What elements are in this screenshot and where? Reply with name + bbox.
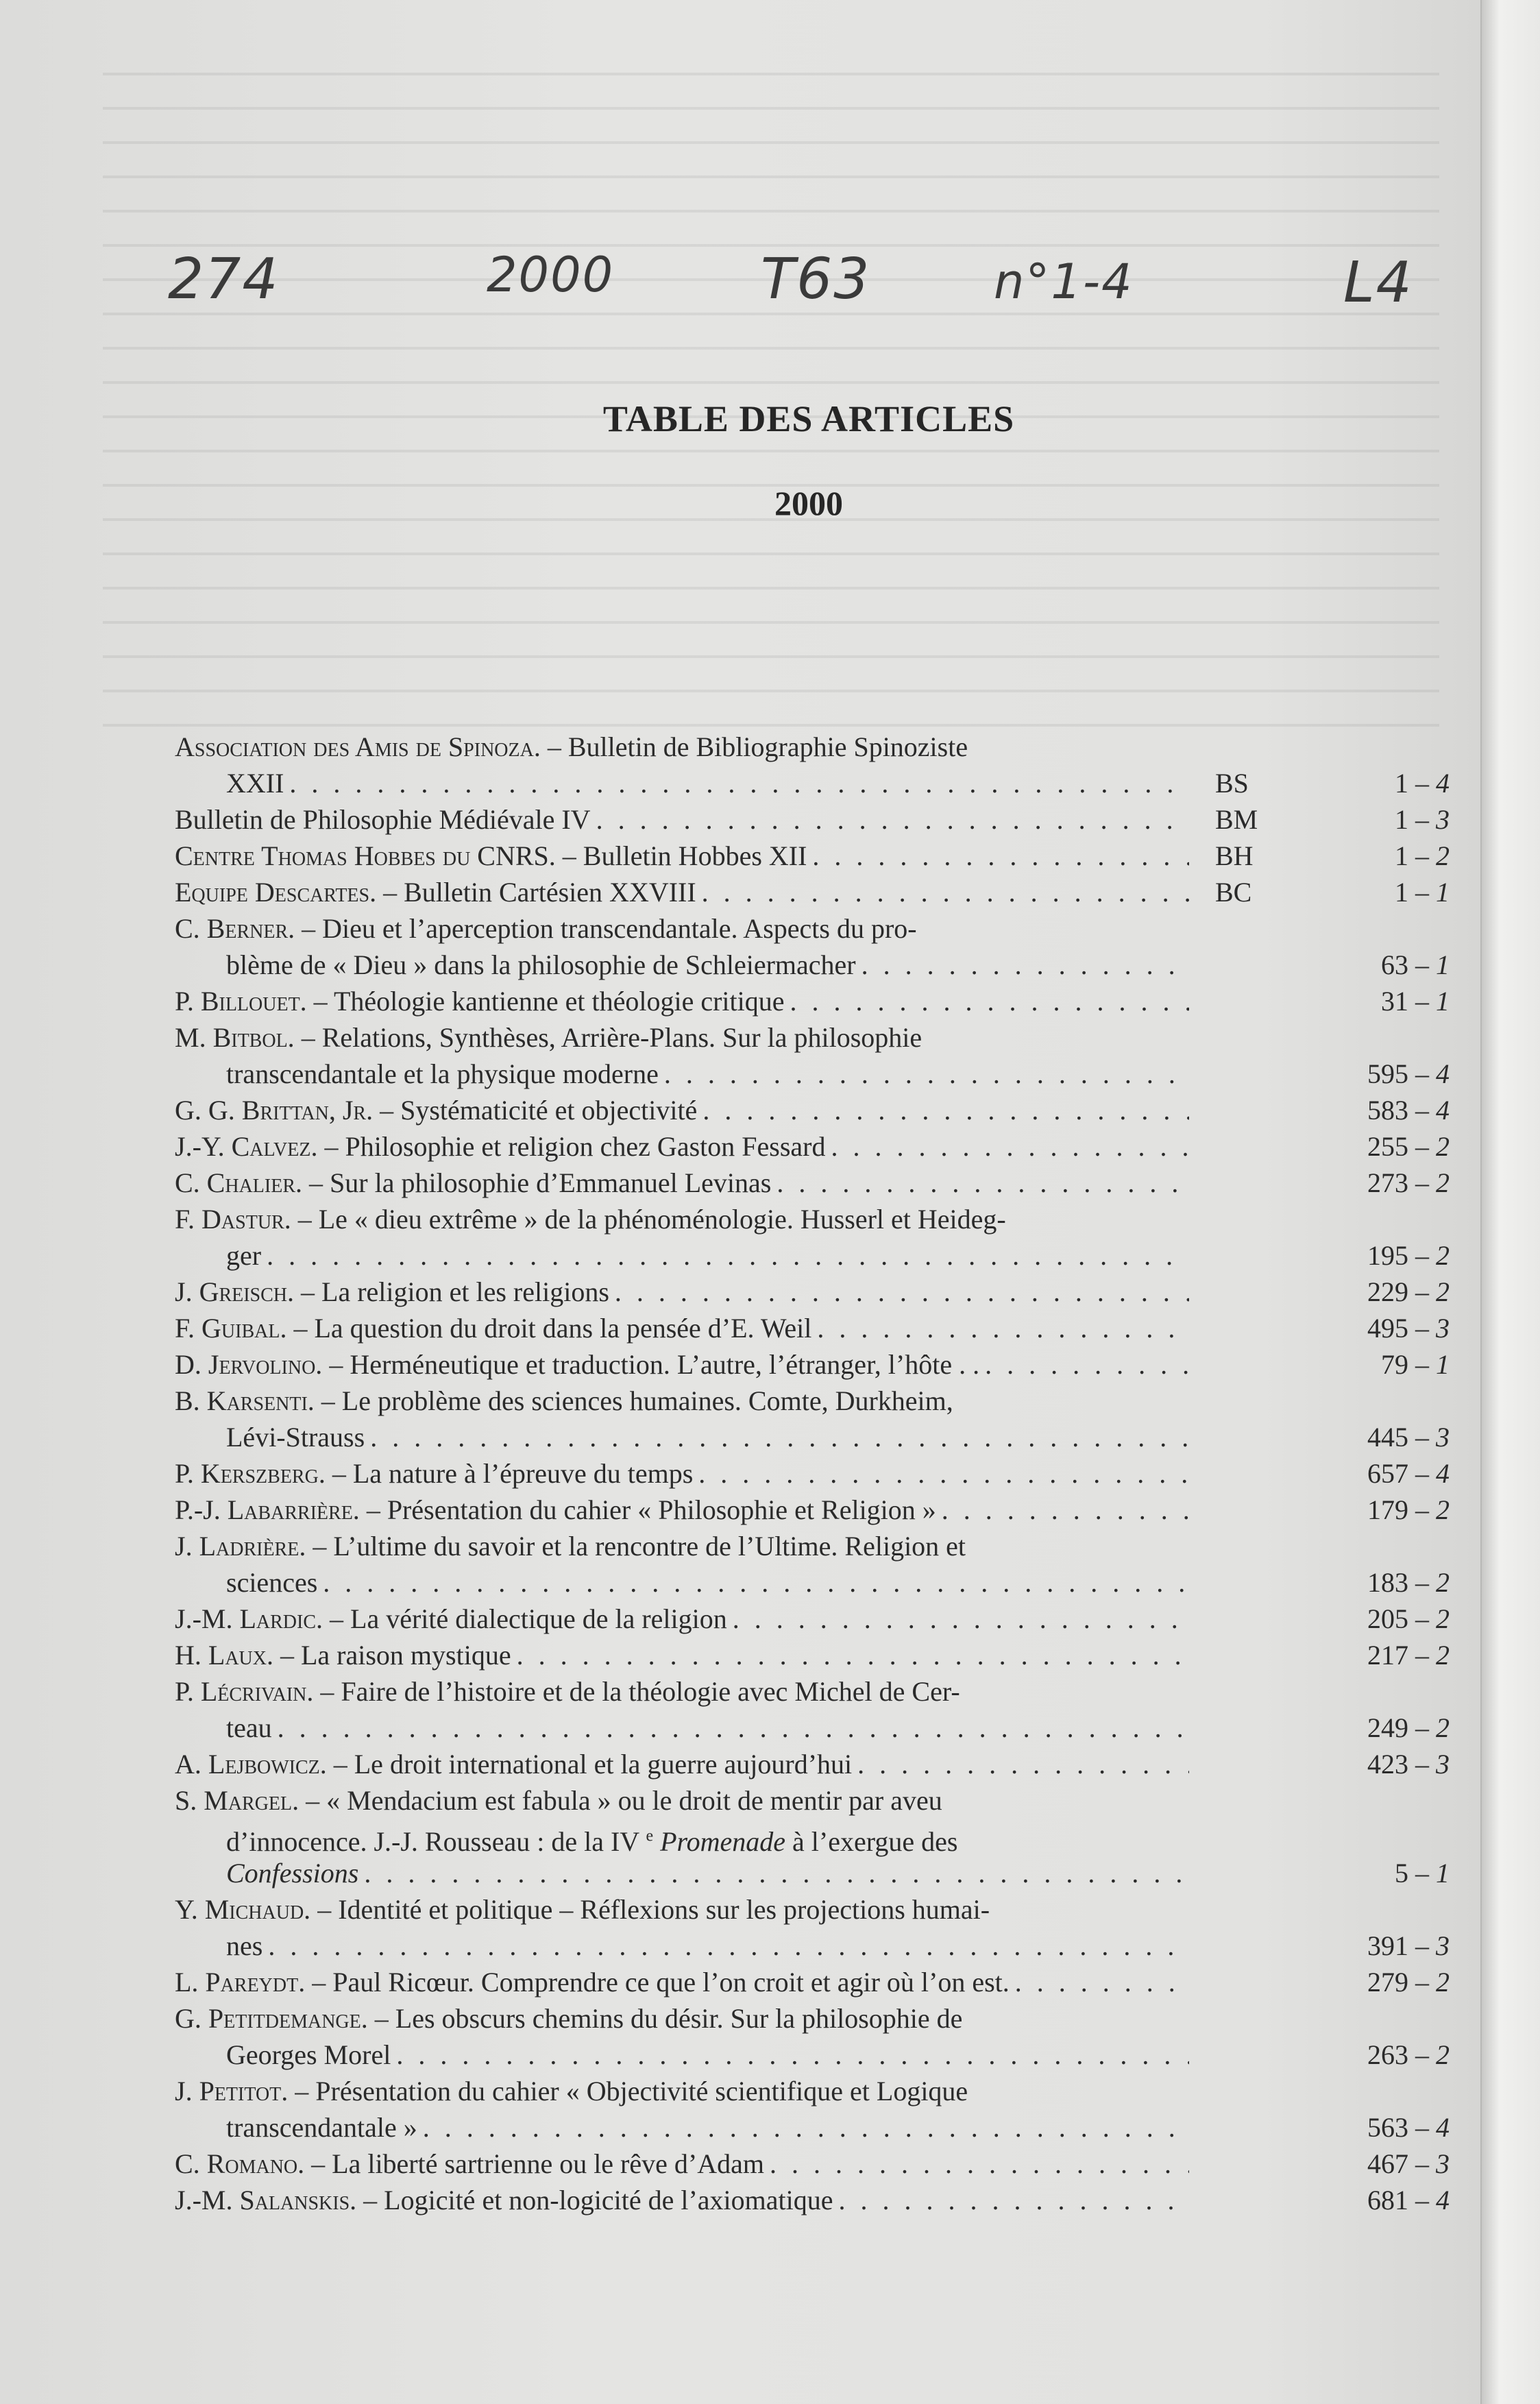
entry-line: A. Lejbowicz. – Le droit international et la guerre aujourd’hui . . . 423 – 3 bbox=[175, 1746, 1450, 1782]
entry-line: C. Chalier. – Sur la philosophie d’Emmanuel Levinas . . . 273 – 2 bbox=[175, 1165, 1450, 1201]
article-entry bbox=[175, 2182, 1450, 2218]
entry-line bbox=[175, 1855, 1450, 1891]
leader-dots bbox=[596, 801, 1189, 838]
entry-author: J. Ladrière. bbox=[175, 1531, 306, 1562]
leader-dots bbox=[702, 1092, 1189, 1128]
page-reference: 583 – 4 bbox=[1367, 1095, 1450, 1126]
article-entry bbox=[175, 729, 1450, 801]
page-reference: 423 – 3 bbox=[1367, 1749, 1450, 1780]
entry-author: Y. Michaud. bbox=[175, 1894, 311, 1925]
hw-3: T63 bbox=[761, 247, 871, 312]
article-entry bbox=[175, 1891, 1450, 1964]
leader-dots bbox=[396, 2037, 1189, 2073]
article-entry bbox=[175, 910, 1450, 983]
entry-line: G. G. Brittan, Jr. – Systématicité et objectivité . . . 583 – 4 bbox=[175, 1092, 1450, 1128]
entry-author: Equipe Descartes. bbox=[175, 877, 377, 908]
page-year: 2000 bbox=[774, 484, 843, 522]
entry-title-text: Le problème des sciences humaines. Comte, Durkheim, bbox=[341, 1385, 953, 1416]
article-entry bbox=[175, 1746, 1450, 1782]
entry-title-text: Paul Ricœur. Comprendre ce que l’on croit et agir où l’on est. bbox=[332, 1967, 1010, 1998]
leader-dots bbox=[289, 765, 1189, 801]
table-of-articles bbox=[175, 729, 1450, 2218]
page-reference: 273 – 2 bbox=[1367, 1167, 1450, 1198]
entry-line: P. Billouet. – Théologie kantienne et théologie critique . . . 31 – 1 bbox=[175, 983, 1450, 1019]
page-title: TABLE DES ARTICLES bbox=[602, 398, 1015, 439]
hw-4: n°1-4 bbox=[994, 254, 1134, 310]
article-entry bbox=[175, 1601, 1450, 1637]
entry-author: C. Chalier. bbox=[175, 1167, 303, 1198]
entry-author: P. Kerszberg. bbox=[175, 1458, 326, 1489]
entry-line: L. Pareydt. – Paul Ricœur. Comprendre ce que l’on croit et agir où l’on est. . . . 279 – 2 bbox=[175, 1964, 1450, 2000]
leader-dots bbox=[857, 1746, 1189, 1782]
entry-title-text: Lévi-Strauss bbox=[226, 1422, 365, 1453]
entry-title-text: nes bbox=[226, 1930, 263, 1961]
entry-author: J.-M. Salanskis. bbox=[175, 2185, 357, 2215]
entry-line: J.-M. Salanskis. – Logicité et non-logicité de l’axiomatique . . . 681 – 4 bbox=[175, 2182, 1450, 2218]
page-reference: 1 – 4 bbox=[1395, 768, 1450, 799]
bulletin-code: BH bbox=[1215, 840, 1254, 871]
entry-title-text: Le droit international et la guerre aujourd’hui bbox=[354, 1749, 853, 1780]
entry-line: F. Guibal. – La question du droit dans la pensée d’E. Weil . . . 495 – 3 bbox=[175, 1310, 1450, 1346]
leader-dots bbox=[278, 1710, 1189, 1746]
page-reference: 263 – 2 bbox=[1367, 2039, 1450, 2070]
entry-author: F. Guibal. bbox=[175, 1313, 287, 1344]
entry-title-text: transcendantale et la physique moderne bbox=[226, 1058, 659, 1089]
bulletin-code: BS bbox=[1215, 768, 1249, 799]
article-entry bbox=[175, 1673, 1450, 1746]
page-reference: 195 – 2 bbox=[1367, 1240, 1450, 1271]
leader-dots bbox=[664, 1056, 1189, 1092]
page-reference: 563 – 4 bbox=[1367, 2112, 1450, 2143]
leader-dots bbox=[702, 874, 1189, 910]
entry-title-text: Relations, Synthèses, Arrière-Plans. Sur la philosophie bbox=[321, 1022, 922, 1053]
entry-title-text: Philosophie et religion chez Gaston Fessard bbox=[345, 1131, 826, 1162]
leader-dots bbox=[770, 2146, 1189, 2182]
page-reference: 1 – 3 bbox=[1395, 804, 1450, 835]
leader-dots bbox=[790, 983, 1190, 1019]
article-entry bbox=[175, 1274, 1450, 1310]
leader-dots bbox=[942, 1492, 1189, 1528]
leader-dots bbox=[323, 1564, 1189, 1601]
article-entry bbox=[175, 1346, 1450, 1383]
page-reference: 183 – 2 bbox=[1367, 1567, 1450, 1598]
entry-line: J. Ladrière. – L’ultime du savoir et la rencontre de l’Ultime. Religion et bbox=[175, 1531, 966, 1562]
article-entry bbox=[175, 1019, 1450, 1092]
entry-title-text: Herméneutique et traduction. L’autre, l’étranger, l’hôte . . bbox=[350, 1349, 980, 1380]
entry-line bbox=[175, 1237, 1450, 1274]
page-reference: 1 – 1 bbox=[1395, 877, 1450, 908]
entry-title-text: Confessions bbox=[226, 1858, 359, 1889]
leader-dots bbox=[861, 947, 1189, 983]
entry-title-text: Les obscurs chemins du désir. Sur la philosophie de bbox=[395, 2003, 963, 2034]
page-reference: 495 – 3 bbox=[1367, 1313, 1450, 1344]
entry-title-text: Faire de l’histoire et de la théologie avec Michel de Cer- bbox=[341, 1676, 960, 1707]
article-entry bbox=[175, 2000, 1450, 2073]
entry-author: B. Karsenti. bbox=[175, 1385, 315, 1416]
entry-line: Equipe Descartes. – Bulletin Cartésien XXVIII . . . BC 1 – 1 bbox=[175, 874, 1450, 910]
leader-dots bbox=[812, 838, 1189, 874]
article-entry bbox=[175, 838, 1450, 874]
page-reference: 1 – 2 bbox=[1395, 840, 1450, 871]
leader-dots bbox=[364, 1855, 1189, 1891]
entry-title-text: Dieu et l’aperception transcendantale. Aspects du pro- bbox=[322, 913, 917, 944]
page-reference: 31 – 1 bbox=[1381, 986, 1450, 1017]
entry-line: P. Kerszberg. – La nature à l’épreuve du temps . . . 657 – 4 bbox=[175, 1455, 1450, 1492]
entry-author: P.-J. Labarrière. bbox=[175, 1494, 360, 1525]
article-entry bbox=[175, 1165, 1450, 1201]
article-entry bbox=[175, 1492, 1450, 1528]
entry-author: J. Greisch. bbox=[175, 1276, 295, 1307]
hw-1: 274 bbox=[168, 247, 280, 312]
entry-line: Y. Michaud. – Identité et politique – Réflexions sur les projections humai- bbox=[175, 1894, 990, 1925]
entry-title-text: d’innocence. J.-J. Rousseau : de la IV $^e$ Promenade à l’exergue des bbox=[226, 1826, 958, 1858]
entry-line: J. Greisch. – La religion et les religions . . . 229 – 2 bbox=[175, 1274, 1450, 1310]
page-reference: 79 – 1 bbox=[1381, 1349, 1450, 1380]
entry-author: A. Lejbowicz. bbox=[175, 1749, 327, 1780]
entry-title-text: sciences bbox=[226, 1567, 318, 1598]
entry-line bbox=[175, 1419, 1450, 1455]
entry-line bbox=[175, 947, 1450, 983]
entry-title-text: Logicité et non-logicité de l’axiomatique bbox=[384, 2185, 833, 2215]
entry-title-text: Bulletin de Philosophie Médiévale IV bbox=[175, 804, 591, 835]
article-entry bbox=[175, 1201, 1450, 1274]
entry-title-text: teau bbox=[226, 1712, 272, 1743]
article-entry bbox=[175, 1128, 1450, 1165]
article-entry bbox=[175, 874, 1450, 910]
leader-dots bbox=[831, 1128, 1189, 1165]
leader-dots bbox=[777, 1165, 1189, 1201]
entry-line bbox=[175, 765, 1450, 801]
entry-author: C. Romano. bbox=[175, 2148, 305, 2179]
entry-line bbox=[175, 1710, 1450, 1746]
entry-title-text: Systématicité et objectivité bbox=[400, 1095, 698, 1126]
entry-title-text: « Mendacium est fabula » ou le droit de mentir par aveu bbox=[326, 1785, 942, 1816]
entry-line: M. Bitbol. – Relations, Synthèses, Arrière-Plans. Sur la philosophie bbox=[175, 1022, 922, 1053]
bleed-through-texture bbox=[103, 41, 1439, 727]
entry-title-text: Identité et politique – Réflexions sur les projections humai- bbox=[338, 1894, 990, 1925]
entry-line: H. Laux. – La raison mystique . . . 217 – 2 bbox=[175, 1637, 1450, 1673]
page-reference: 391 – 3 bbox=[1367, 1930, 1450, 1961]
hw-2: 2000 bbox=[487, 247, 615, 303]
page-reference: 217 – 2 bbox=[1367, 1640, 1450, 1671]
article-entry bbox=[175, 801, 1450, 838]
entry-author: G. Petitdemange. bbox=[175, 2003, 368, 2034]
page-reference: 63 – 1 bbox=[1381, 949, 1450, 980]
page-reference: 5 – 1 bbox=[1395, 1858, 1450, 1889]
entry-author: P. Billouet. bbox=[175, 986, 307, 1017]
article-entry bbox=[175, 1310, 1450, 1346]
entry-author: C. Berner. bbox=[175, 913, 295, 944]
entry-title-text: transcendantale » bbox=[226, 2112, 417, 2143]
entry-title-text: Théologie kantienne et théologie critique bbox=[333, 986, 785, 1017]
entry-title-text: Sur la philosophie d’Emmanuel Levinas bbox=[330, 1167, 772, 1198]
entry-line: F. Dastur. – Le « dieu extrême » de la phénoménologie. Husserl et Heideg- bbox=[175, 1204, 1006, 1235]
entry-title-text: Le « dieu extrême » de la phénoménologie. Husserl et Heideg- bbox=[318, 1204, 1006, 1235]
leader-dots bbox=[985, 1346, 1189, 1383]
entry-line: P. Lécrivain. – Faire de l’histoire et de la théologie avec Michel de Cer- bbox=[175, 1676, 960, 1707]
entry-line bbox=[175, 1056, 1450, 1092]
entry-author: G. G. Brittan, Jr. bbox=[175, 1095, 374, 1126]
leader-dots bbox=[698, 1455, 1189, 1492]
page-reference: 595 – 4 bbox=[1367, 1058, 1450, 1089]
entry-author: H. Laux. bbox=[175, 1640, 273, 1671]
entry-author: J.-M. Lardic. bbox=[175, 1603, 323, 1634]
handwritten-annotation bbox=[0, 240, 1480, 336]
entry-line: P.-J. Labarrière. – Présentation du cahier « Philosophie et Religion » . . . 179 – 2 bbox=[175, 1492, 1450, 1528]
bulletin-code: BC bbox=[1215, 877, 1252, 908]
entry-line: J.-Y. Calvez. – Philosophie et religion chez Gaston Fessard . . . 255 – 2 bbox=[175, 1128, 1450, 1165]
entry-author: Association des Amis de Spinoza. bbox=[175, 731, 541, 762]
entry-line: C. Romano. – La liberté sartrienne ou le rêve d’Adam . . . 467 – 3 bbox=[175, 2146, 1450, 2182]
entry-line: Association des Amis de Spinoza. – Bulletin de Bibliographie Spinoziste bbox=[175, 731, 968, 762]
leader-dots bbox=[733, 1601, 1189, 1637]
page-reference: 279 – 2 bbox=[1367, 1967, 1450, 1998]
article-entry bbox=[175, 1383, 1450, 1455]
entry-line: G. Petitdemange. – Les obscurs chemins du désir. Sur la philosophie de bbox=[175, 2003, 963, 2034]
entry-line bbox=[175, 1928, 1450, 1964]
entry-author: P. Lécrivain. bbox=[175, 1676, 314, 1707]
entry-title-text: ger bbox=[226, 1240, 262, 1271]
entry-line: J.-M. Lardic. – La vérité dialectique de la religion . . . 205 – 2 bbox=[175, 1601, 1450, 1637]
entry-title-text: La nature à l’épreuve du temps bbox=[352, 1458, 694, 1489]
entry-title-text: La religion et les religions bbox=[321, 1276, 609, 1307]
entry-title-text: La liberté sartrienne ou le rêve d’Adam bbox=[332, 2148, 764, 2179]
leader-dots bbox=[267, 1237, 1189, 1274]
page-reference: 255 – 2 bbox=[1367, 1131, 1450, 1162]
entry-title-text: La vérité dialectique de la religion bbox=[350, 1603, 727, 1634]
article-entry bbox=[175, 1455, 1450, 1492]
page-reference: 205 – 2 bbox=[1367, 1603, 1450, 1634]
entry-author: J.-Y. Calvez. bbox=[175, 1131, 318, 1162]
article-entry bbox=[175, 2146, 1450, 2182]
bulletin-code: BM bbox=[1215, 804, 1258, 835]
entry-author: D. Jervolino. bbox=[175, 1349, 323, 1380]
entry-title-text: L’ultime du savoir et la rencontre de l’Ultime. Religion et bbox=[333, 1531, 966, 1562]
entry-title-text: La question du droit dans la pensée d’E. Weil bbox=[314, 1313, 812, 1344]
entry-line: S. Margel. – « Mendacium est fabula » ou le droit de mentir par aveu bbox=[175, 1785, 942, 1816]
page-edge bbox=[1480, 0, 1540, 2404]
entry-title-text: Présentation du cahier « Objectivité scientifique et Logique bbox=[315, 2076, 968, 2106]
article-entry bbox=[175, 983, 1450, 1019]
entry-author: S. Margel. bbox=[175, 1785, 300, 1816]
leader-dots bbox=[370, 1419, 1189, 1455]
entry-line: B. Karsenti. – Le problème des sciences humaines. Comte, Durkheim, bbox=[175, 1385, 953, 1416]
entry-author: J. Petitot. bbox=[175, 2076, 289, 2106]
entry-title-text: Bulletin Cartésien XXVIII bbox=[404, 877, 696, 908]
entry-line bbox=[175, 1564, 1450, 1601]
leader-dots bbox=[839, 2182, 1190, 2218]
hw-5: L4 bbox=[1343, 250, 1413, 315]
entry-line bbox=[175, 1819, 1450, 1858]
entry-author: M. Bitbol. bbox=[175, 1022, 295, 1053]
article-entry bbox=[175, 1782, 1450, 1891]
leader-dots bbox=[1015, 1964, 1189, 2000]
entry-line bbox=[175, 2109, 1450, 2146]
article-entry bbox=[175, 2073, 1450, 2146]
entry-title-text: Présentation du cahier « Philosophie et Religion » bbox=[387, 1494, 936, 1525]
leader-dots bbox=[615, 1274, 1189, 1310]
leader-dots bbox=[268, 1928, 1189, 1964]
entry-line: D. Jervolino. – Herméneutique et traduction. L’autre, l’étranger, l’hôte . . . . . 79 – 1 bbox=[175, 1346, 1450, 1383]
article-entry bbox=[175, 1092, 1450, 1128]
entry-title-text: La raison mystique bbox=[300, 1640, 511, 1671]
page-reference: 445 – 3 bbox=[1367, 1422, 1450, 1453]
page-reference: 229 – 2 bbox=[1367, 1276, 1450, 1307]
entry-line: J. Petitot. – Présentation du cahier « Objectivité scientifique et Logique bbox=[175, 2076, 968, 2106]
entry-title-text: Georges Morel bbox=[226, 2039, 391, 2070]
entry-line: Centre Thomas Hobbes du CNRS. – Bulletin Hobbes XII . . . BH 1 – 2 bbox=[175, 838, 1450, 874]
entry-title-text: blème de « Dieu » dans la philosophie de Schleiermacher bbox=[226, 949, 856, 980]
leader-dots bbox=[423, 2109, 1189, 2146]
entry-line bbox=[175, 2037, 1450, 2073]
entry-line bbox=[175, 801, 1450, 838]
entry-title-text: Bulletin de Bibliographie Spinoziste bbox=[567, 731, 968, 762]
entry-author: L. Pareydt. bbox=[175, 1967, 306, 1998]
page-reference: 467 – 3 bbox=[1367, 2148, 1450, 2179]
page-reference: 179 – 2 bbox=[1367, 1494, 1450, 1525]
article-entry bbox=[175, 1637, 1450, 1673]
page-reference: 681 – 4 bbox=[1367, 2185, 1450, 2215]
leader-dots bbox=[817, 1310, 1189, 1346]
entry-title-text: Bulletin Hobbes XII bbox=[583, 840, 807, 871]
page-reference: 657 – 4 bbox=[1367, 1458, 1450, 1489]
article-entry bbox=[175, 1964, 1450, 2000]
article-entry bbox=[175, 1528, 1450, 1601]
entry-line: C. Berner. – Dieu et l’aperception transcendantale. Aspects du pro- bbox=[175, 913, 917, 944]
entry-title-text: XXII bbox=[226, 768, 284, 799]
entry-author: Centre Thomas Hobbes du CNRS. bbox=[175, 840, 556, 871]
leader-dots bbox=[517, 1637, 1189, 1673]
entry-author: F. Dastur. bbox=[175, 1204, 291, 1235]
page-reference: 249 – 2 bbox=[1367, 1712, 1450, 1743]
